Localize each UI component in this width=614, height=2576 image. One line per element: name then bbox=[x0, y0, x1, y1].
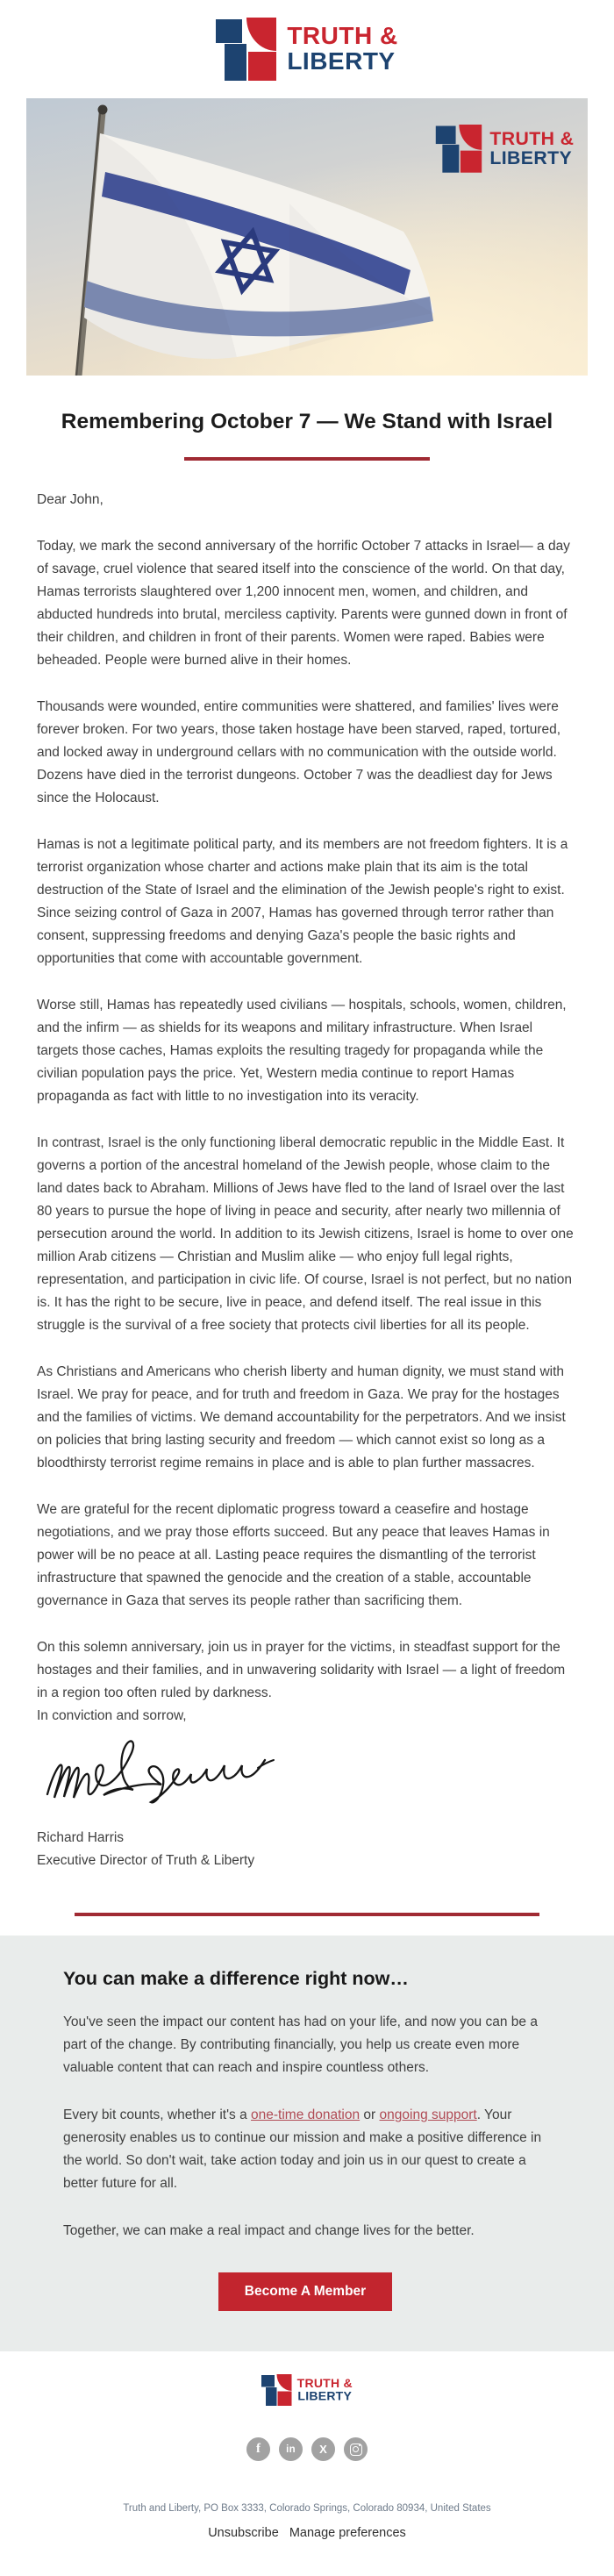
truth-liberty-logo[interactable] bbox=[216, 18, 397, 81]
hero-logo-overlay bbox=[435, 125, 574, 176]
x-icon[interactable]: X bbox=[311, 2437, 335, 2461]
logo-word-truth: TRUTH & bbox=[296, 2376, 353, 2391]
pole-finial bbox=[98, 105, 108, 115]
social-links bbox=[0, 2437, 614, 2461]
title-divider bbox=[184, 457, 430, 461]
manage-preferences-link[interactable]: Manage preferences bbox=[289, 2526, 406, 2540]
logo-wordmark bbox=[287, 24, 397, 74]
logo-word-liberty: LIBERTY bbox=[489, 147, 572, 168]
signature-name: Richard Harris bbox=[37, 1830, 125, 1845]
instagram-icon[interactable] bbox=[344, 2437, 368, 2461]
logo-word-liberty: LIBERTY bbox=[297, 2389, 353, 2403]
letter-paragraph: As Christians and Americans who cherish liberty and human dignity, we must stand with Israel. We pray for peace, and for truth and freedom in Gaza. We pray for the hostages and the families of victims. We demand accountability for the perpetrators. And we insist on policies that bring lasting security and freedom — which cannot exist so long as a bloodthirsty terrorist regime remains in place and is able to plan further massacres. bbox=[37, 1364, 566, 1470]
truth-liberty-logo-icon bbox=[261, 2374, 292, 2406]
become-a-member-button[interactable]: Become A Member bbox=[218, 2272, 392, 2311]
letter-paragraph: Hamas is not a legitimate political party, and its members are not freedom fighters. It is a terrorist organization whose charter and actions make plain that its aim is the total destruction of the State of Israel and the elimination of the Jewish people's right to exist. Since seizing control of Gaza in 2007, Hamas has governed through terror rather than consent, suppressing freedoms and denying Gaza's people the basic rights and opportunities that come with accountable government. bbox=[37, 837, 568, 966]
truth-liberty-logo-icon bbox=[435, 125, 482, 173]
cta-p2-text: or bbox=[360, 2107, 380, 2122]
footer-logo[interactable] bbox=[154, 2374, 460, 2403]
letter-paragraph: In contrast, Israel is the only functioning liberal democratic republic in the Middle East. It governs a portion of the ancestral homeland of the Jewish people, whose claim to the land dates back to Abraham. Millions of Jews have fled to the land of Israel over the last 80 years to pursue the hope of living in peace and security, after nearly two millennia of persecution around the world. In addition to its Jewish citizens, Israel is home to over one million Arab citizens — Christian and Muslim alike — who enjoy full legal rights, representation, and participation in civic life. Of course, Israel is not perfect, but no nation is. It has the right to be secure, live in peace, and defend itself. The real issue in this struggle is the survival of a free society that protects civil liberties for all its people. bbox=[37, 1135, 574, 1333]
logo-word-truth: TRUTH & bbox=[489, 128, 574, 149]
letter-paragraph: Worse still, Hamas has repeatedly used civilians — hospitals, schools, women, children, and the infirm — as shields for its weapons and military infrastructure. When Israel targets those caches, Hamas exploits the resulting tragedy for propaganda while the civilian population pays the price. Yet, Western media continue to report Hamas propaganda as fact with little to no investigation into its veracity. bbox=[37, 998, 567, 1104]
unsubscribe-row bbox=[0, 2524, 614, 2543]
donation-cta-section bbox=[0, 1936, 614, 2351]
section-divider bbox=[75, 1913, 539, 1916]
cta-button-row bbox=[63, 2272, 547, 2311]
letter-body bbox=[37, 535, 577, 1705]
signature-title: Executive Director of Truth & Liberty bbox=[37, 1853, 255, 1868]
cta-p2-text: Every bit counts, whether it's a bbox=[63, 2107, 252, 2122]
closing-line: In conviction and sorrow, bbox=[37, 1708, 187, 1723]
email-header bbox=[0, 0, 614, 98]
postal-address: Truth and Liberty, PO Box 3333, Colorado Springs, Colorado 80934, United States bbox=[123, 2503, 491, 2514]
facebook-icon[interactable]: f bbox=[246, 2437, 270, 2461]
instagram-glyph bbox=[350, 2444, 362, 2456]
email-footer bbox=[0, 2351, 614, 2576]
page-title: Remembering October 7 — We Stand with Israel bbox=[61, 410, 553, 433]
hero-image-israel-flag bbox=[26, 98, 588, 376]
linkedin-icon[interactable]: in bbox=[279, 2437, 303, 2461]
letter-paragraph: Thousands were wounded, entire communities were shattered, and families' lives were forever broken. For two years, those taken hostage have been starved, raped, tortured, and locked away in underground cellars with no communication with the outside world. Dozens have died in the terrorist dungeons. October 7 was the deadliest day for Jews since the Holocaust. bbox=[37, 699, 561, 805]
cta-paragraph-1: You've seen the impact our content has had on your life, and now you can be a part of the change. By contributing financially, you help us create even more valuable content that can reach and inspire countless others. bbox=[63, 2014, 538, 2075]
unsubscribe-link[interactable]: Unsubscribe bbox=[208, 2526, 279, 2540]
logo-word-truth: TRUTH & bbox=[287, 22, 398, 50]
ongoing-support-link[interactable]: ongoing support bbox=[379, 2107, 477, 2122]
cta-paragraph-3: Together, we can make a real impact and change lives for the better. bbox=[63, 2223, 475, 2238]
logo-word-liberty: LIBERTY bbox=[287, 47, 396, 75]
letter-article bbox=[0, 405, 614, 1872]
truth-liberty-logo-icon bbox=[216, 18, 277, 81]
letter-paragraph: On this solemn anniversary, join us in prayer for the victims, in steadfast support for the hostages and their families, and in unwavering solidarity with Israel — a light of freedom in a region too often ruled by darkness. bbox=[37, 1640, 566, 1700]
cta-heading: You can make a difference right now… bbox=[63, 1968, 409, 1989]
cta-paragraph-2 bbox=[63, 2104, 547, 2195]
cta-p2-text: . Your generosity enables us to continue our mission and make a positive difference in the world. So don't wait, take action today and join us in our quest to create a better future for all. bbox=[63, 2107, 542, 2191]
letter-paragraph: We are grateful for the recent diplomatic progress toward a ceasefire and hostage negotiations, and we pray those efforts succeed. But any peace that leaves Hamas in power will be no peace at all. Lasting peace requires the dismantling of the terrorist infrastructure that spawned the genocide and the creation of a stable, accountable governance in Gaza that serves its people rather than sacrificing them. bbox=[37, 1502, 550, 1608]
signature-image bbox=[39, 1738, 577, 1823]
letter-paragraph: Today, we mark the second anniversary of the horrific October 7 attacks in Israel— a day of savage, cruel violence that seared itself into the conscience of the world. On that day, Hamas terrorists slaughtered over 1,200 innocent men, women, and children, and abducted hundreds into brutal, merciless captivity. Parents were gunned down in front of their children, and children in front of their parents. Women were raped. Babies were beheaded. People were burned alive in their homes. bbox=[37, 539, 570, 668]
one-time-donation-link[interactable]: one-time donation bbox=[251, 2107, 361, 2122]
greeting: Dear John, bbox=[37, 492, 104, 507]
